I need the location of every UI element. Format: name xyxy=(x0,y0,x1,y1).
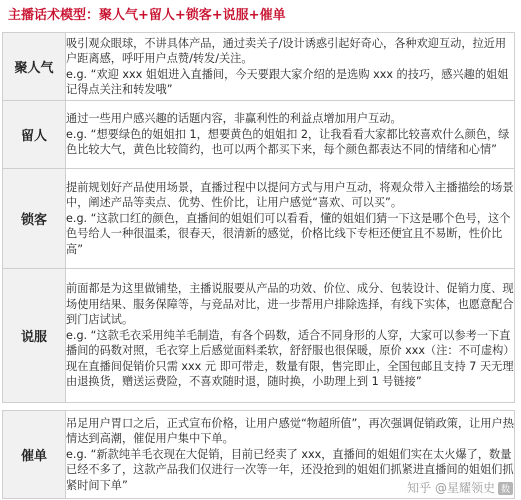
row-example: e.g. “欢迎 xxx 姐姐进入直播间，今天要跟大家介绍的是选购 xxx 的技巧，感兴趣的姐姐记得点关注和转发哦” xyxy=(66,67,509,96)
row-content xyxy=(66,101,515,169)
row-example: e.g. “这款口红的颜色，直播间的姐姐们可以看看，懂的姐姐们猜一下这是哪个色号，这个色号给人一种很温柔，很春天，很清新的感觉，价格比线下专柜还便宜且不易断，性价比高” xyxy=(66,211,511,256)
page-title: 主播话术模型：聚人气+留人+锁客+说服+催单 xyxy=(8,8,286,23)
row-example: e.g. “想要绿色的姐姐扣 1，想要黄色的姐姐扣 2，让我看看大家都比较喜欢什么颜色，绿色比较大气，黄色比较简约，也可以两个都买下来，每个颜色都表达不同的情绪和心情” xyxy=(66,127,510,157)
row-description: 通过一些用户感兴趣的话题内容，非赢利性的利益点增加用户互动。 xyxy=(66,112,402,126)
row-label-ju-renqi: 聚人气 xyxy=(3,33,66,101)
table-row xyxy=(3,101,515,169)
row-label-liuren: 留人 xyxy=(3,101,66,169)
table-row xyxy=(3,33,515,101)
row-label-cuidan: 催单 xyxy=(3,411,66,499)
row-description: 前面都是为这里做铺垫，主播说服要从产品的功效、价位、成分、包装设计、促销力度、现场使用结果、服务保障等，与竞品对比，进一步帮用户排除选择，有线下实体，也愿意配合到门店试试。 xyxy=(66,282,514,327)
row-description: 吊足用户胃口之后，正式宣布价格，让用户感觉“物超所值”，再次强调促销政策，让用户热情达到高潮，催促用户集中下单。 xyxy=(66,416,514,446)
row-label-shuofu: 说服 xyxy=(3,269,66,403)
row-content xyxy=(66,169,515,269)
table-row xyxy=(3,269,515,403)
table-row xyxy=(3,169,515,269)
row-gap xyxy=(3,403,515,411)
row-example: e.g. “新款纯羊毛衣现在大促销，目前已经卖了 xxx，直播间的姐姐们实在太火爆了，数量已经不多了，这款产品我们仅进行一次等一年，还没抢到的姐姐们抓紧进直播间的姐姐们抓紧时间下单” xyxy=(66,447,514,492)
watermark-text: 知乎 @星耀领史 xyxy=(407,481,495,495)
script-model-table xyxy=(2,32,515,499)
row-content xyxy=(66,269,515,403)
row-description: 提前规划好产品使用场景，直播过程中以提问方式与用户互动，将观众带入主播描绘的场景中，阐述产品等卖点、优势、性价比，让用户感觉“喜欢、可以买”。 xyxy=(66,180,514,210)
row-label-suoke: 锁客 xyxy=(3,169,66,269)
watermark xyxy=(407,479,513,496)
watermark-badge: 数 xyxy=(498,482,513,495)
row-content xyxy=(66,33,515,101)
row-description: 吸引观众眼球，不讲具体产品，通过卖关子/设计诱惑引起好奇心，各种欢迎互动，拉近用户距离感，呼吁用户点赞/转发/关注。 xyxy=(66,36,507,65)
row-example: e.g. “这款毛衣采用纯羊毛制造，有各个码数，适合不同身形的人穿，大家可以参考一下直播间的码数对照，毛衣穿上后感觉面料柔软，舒舒服也很保暖，原价 xxx（注：不可虚构）现在直播间促销价只需 xxx 元 即可带走，数量有限，售完即止，全国包邮且支持 7 天无理由退换货，赠送运费险，不喜欢随时退，随时换，小助理上到 1 号链接” xyxy=(66,328,514,389)
